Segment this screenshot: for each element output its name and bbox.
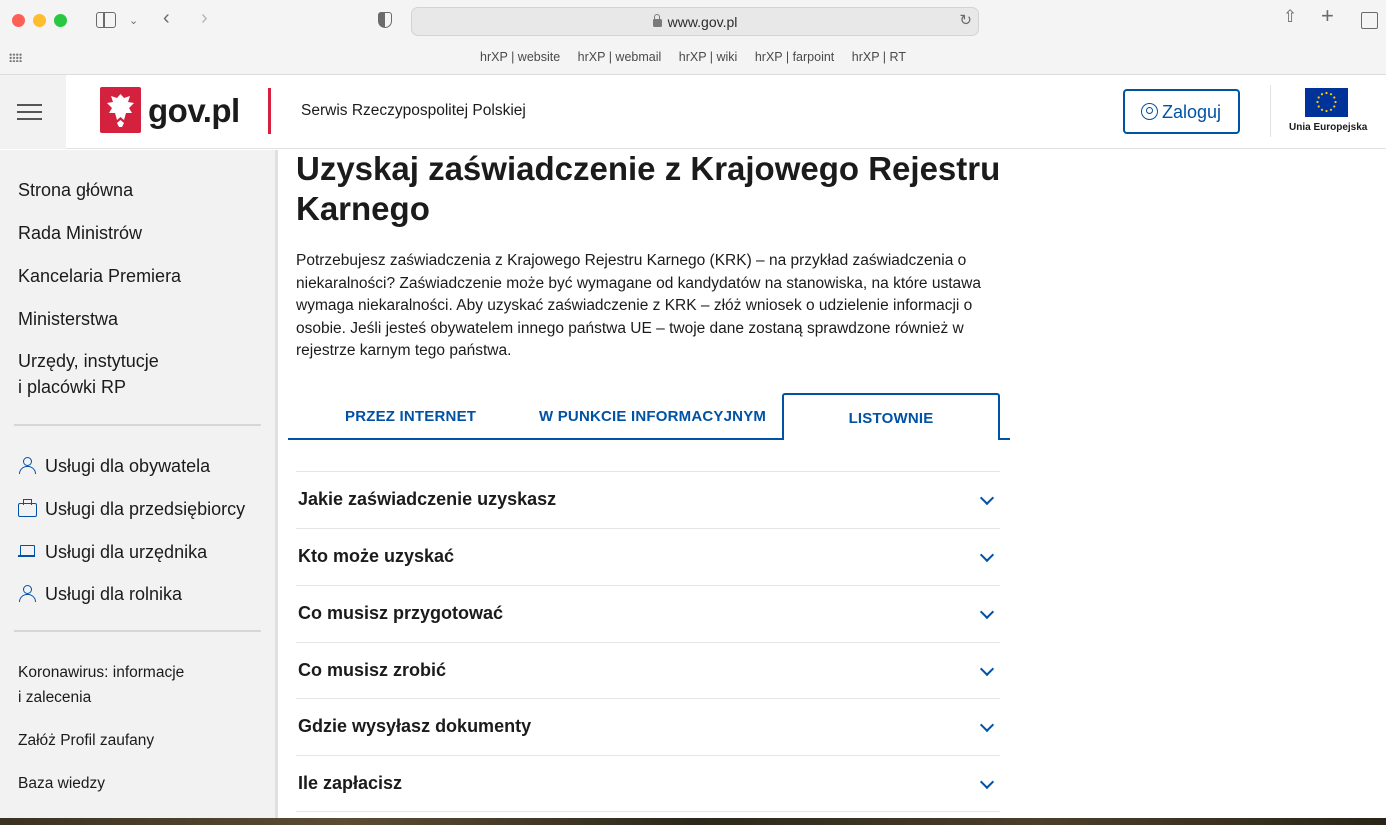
chevron-down-icon [980, 718, 994, 732]
back-icon[interactable]: ‹ [163, 7, 170, 29]
sidebar-toggle-icon[interactable] [96, 12, 116, 28]
lock-icon [653, 19, 662, 27]
desktop-background [0, 818, 1386, 825]
sidebar-item-citizen-services[interactable] [18, 453, 210, 479]
accordion-label: Co musisz zrobić [298, 660, 447, 680]
new-tab-icon[interactable]: + [1321, 3, 1334, 28]
hamburger-icon [17, 104, 42, 120]
bookmark-rt[interactable]: hrXP | RT [851, 50, 906, 64]
bookmark-farpoint[interactable]: hrXP | farpoint [754, 50, 835, 64]
header-subtitle: Serwis Rzeczypospolitej Polskiej [301, 102, 526, 119]
accordion-label: Gdzie wysyłasz dokumenty [298, 716, 532, 736]
intro-paragraph: Potrzebujesz zaświadczenia z Krajowego Rejestru Karnego (KRK) – na przykład zaświadczenia o niekaralności? Zaświadczenie może być wymagane od kandydatów na stanowiska, na które ustawa wymaga niekaralności. Aby uzyskać zaświadczenie z KRK – złóż wniosek o udzielenie informacji o osobie. Jeśli jesteś obywatelem innego państwa UE – twoje dane zostaną sprawdzone również w rejestrze karnym tego państwa. [296, 252, 981, 359]
maximize-window-button[interactable] [54, 14, 67, 27]
chevron-down-icon[interactable]: ⌄ [129, 15, 139, 27]
sidebar-item-farmer-services[interactable] [18, 581, 182, 607]
tab-underline [288, 438, 783, 440]
accordion-label: Jakie zaświadczenie uzyskasz [298, 489, 557, 509]
login-label: Zaloguj [1162, 102, 1222, 122]
close-window-button[interactable] [12, 14, 25, 27]
sidebar-item-council-of-ministers[interactable]: Rada Ministrów [18, 223, 143, 243]
user-icon [1141, 103, 1158, 120]
login-button[interactable] [1123, 89, 1240, 134]
web-page [0, 75, 1386, 818]
accordion-item-what-to-do[interactable] [296, 642, 1000, 699]
sidebar-item-knowledge-base[interactable]: Baza wiedzy [18, 775, 106, 792]
forward-icon[interactable]: › [201, 7, 208, 29]
sidebar-item-official-services[interactable] [18, 539, 207, 565]
chevron-down-icon [980, 662, 994, 676]
eu-flag-icon [1305, 88, 1348, 117]
reload-icon[interactable]: ↻ [959, 12, 972, 29]
tab-underline [999, 438, 1010, 440]
sidebar-item-prime-minister-office[interactable]: Kancelaria Premiera [18, 266, 182, 286]
sidebar-item-label: Koronawirus: informacje [18, 664, 185, 681]
divider [1270, 85, 1271, 137]
bookmark-website[interactable]: hrXP | website [480, 50, 561, 64]
sidebar-item-label: Usługi dla przedsiębiorcy [45, 499, 246, 519]
accordion-label: Ile zapłacisz [298, 773, 403, 793]
polish-eagle-emblem-icon[interactable] [100, 87, 141, 133]
person-icon [18, 584, 36, 602]
sidebar-item-trusted-profile[interactable]: Załóż Profil zaufany [18, 732, 155, 749]
bookmarks-bar [0, 50, 1386, 64]
sidebar-item-label: Usługi dla obywatela [45, 456, 211, 476]
accordion-item-who-can-get[interactable] [296, 528, 1000, 585]
tab-bar [288, 392, 1010, 441]
sidebar [0, 150, 278, 818]
browser-toolbar [0, 0, 1386, 75]
sidebar-item-institutions[interactable] [18, 348, 159, 400]
site-header [0, 75, 1386, 149]
menu-button[interactable] [0, 75, 66, 149]
eu-label: Unia Europejska [1289, 122, 1368, 133]
accordion-label: Co musisz przygotować [298, 603, 504, 623]
accordion-item-what-to-prepare[interactable] [296, 585, 1000, 642]
privacy-shield-icon[interactable] [378, 12, 392, 28]
sidebar-divider [14, 630, 261, 632]
bookmark-webmail[interactable]: hrXP | webmail [577, 50, 662, 64]
bookmark-wiki[interactable]: hrXP | wiki [678, 50, 738, 64]
tab-by-mail[interactable] [782, 393, 1000, 440]
sidebar-item-home[interactable]: Strona główna [18, 180, 134, 200]
tab-overview-icon[interactable] [1361, 12, 1378, 29]
sidebar-item-label: Urzędy, instytucje [18, 351, 159, 371]
sidebar-divider [14, 424, 261, 426]
sidebar-item-label: i zalecenia [18, 689, 92, 706]
chevron-down-icon [980, 491, 994, 505]
accordion-label: Kto może uzyskać [298, 546, 455, 566]
chevron-down-icon [980, 775, 994, 789]
minimize-window-button[interactable] [33, 14, 46, 27]
tab-online[interactable]: PRZEZ INTERNET [345, 408, 477, 425]
laptop-icon [18, 542, 36, 560]
sidebar-item-label: Usługi dla urzędnika [45, 542, 208, 562]
sidebar-item-covid[interactable] [18, 660, 184, 710]
url-text: www.gov.pl [667, 14, 738, 30]
accordion-item-cost[interactable] [296, 755, 1000, 812]
tab-info-point[interactable]: W PUNKCIE INFORMACYJNYM [539, 408, 767, 425]
person-icon [18, 456, 36, 474]
address-bar[interactable] [411, 7, 979, 36]
sidebar-item-ministries[interactable]: Ministerstwa [18, 309, 119, 329]
briefcase-icon [18, 499, 36, 517]
chevron-down-icon [980, 605, 994, 619]
sidebar-item-business-services[interactable] [18, 496, 245, 522]
share-icon[interactable]: ⇧ [1283, 7, 1298, 26]
sidebar-item-label: Usługi dla rolnika [45, 584, 183, 604]
sidebar-item-label: i placówki RP [18, 377, 127, 397]
page-title: Uzyskaj zaświadczenie z Krajowego Rejestru Karnego [296, 150, 1001, 227]
accordion-item-where-to-send[interactable] [296, 698, 1000, 755]
accordion-item-certificate-type[interactable] [296, 471, 1000, 528]
gov-logo[interactable]: gov.pl [148, 92, 240, 129]
header-divider [268, 88, 271, 134]
chevron-down-icon [980, 548, 994, 562]
tab-label: LISTOWNIE [848, 410, 934, 427]
